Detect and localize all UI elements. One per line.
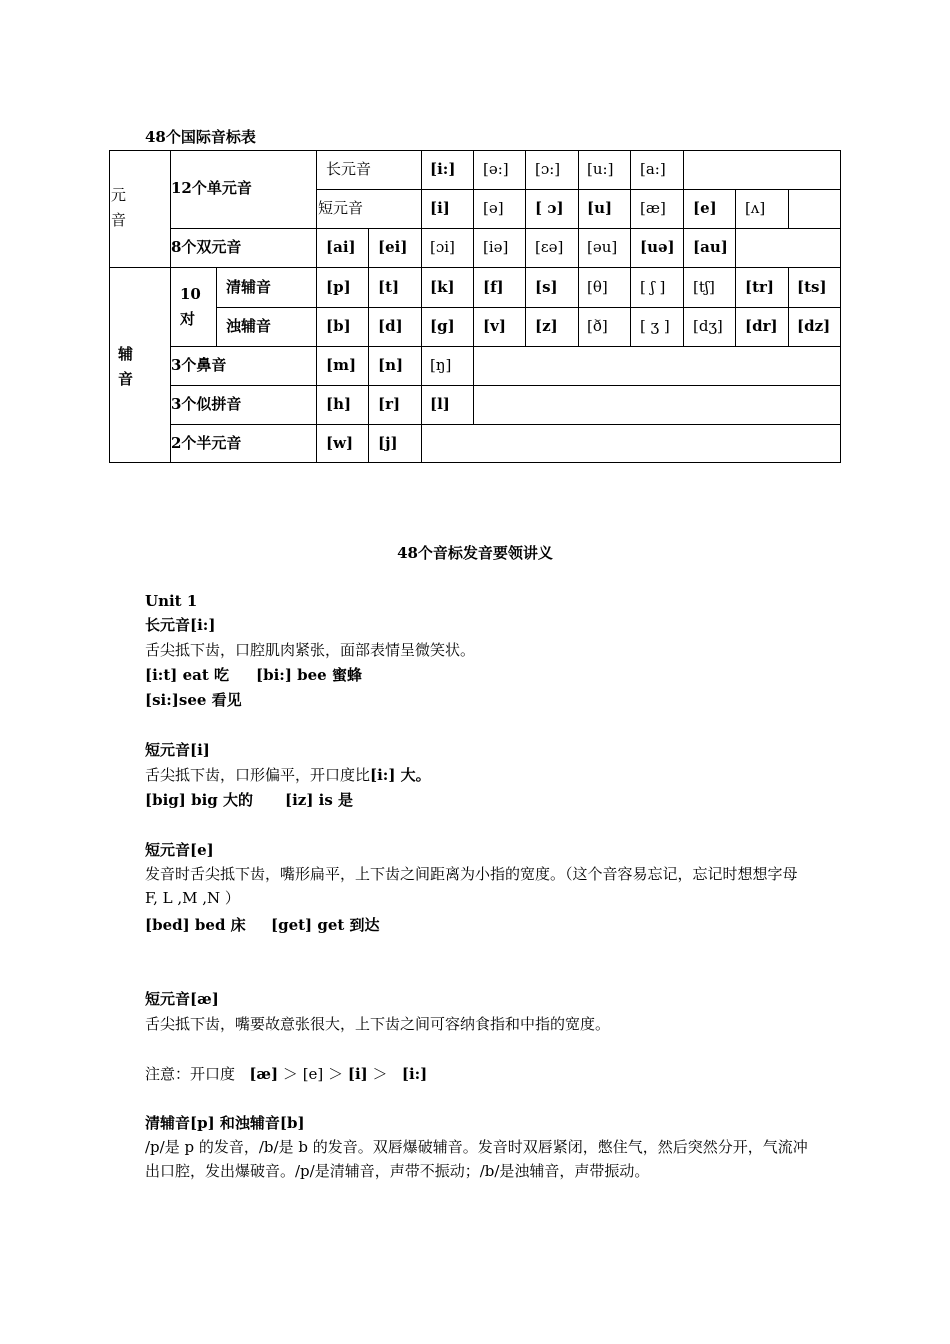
example-see: [si:]see 看见 — [145, 691, 242, 709]
pairs-label-1: 10 — [180, 285, 201, 303]
section-desc-long-i: 舌尖抵下齿，口腔肌肉紧张，面部表情呈微笑状。 — [145, 641, 476, 659]
voiceless-1: [p] — [326, 278, 351, 296]
desc-bold: [i:] 大。 — [370, 766, 431, 784]
voiceless-4: [f] — [483, 278, 504, 296]
semivowel-2: [j] — [378, 434, 398, 452]
diphthong-8: [au] — [693, 238, 728, 256]
consonant-label-1: 辅 — [118, 345, 134, 363]
voiced-2: [d] — [378, 317, 403, 335]
note-gt: ＞ — [323, 1065, 348, 1083]
voiceless-8: [tʃ] — [693, 278, 715, 296]
note-ae: [æ] — [249, 1065, 279, 1083]
liquid-3: [l] — [430, 395, 450, 413]
section-heading-p-b: 清辅音[p] 和浊辅音[b] — [145, 1114, 305, 1132]
nasal-1: [m] — [326, 356, 357, 374]
long-vowel-4: [u:] — [587, 160, 614, 178]
diphthong-4: [iə] — [483, 238, 509, 256]
short-vowel-4: [u] — [587, 199, 613, 217]
section-heading-short-e: 短元音[e] — [145, 841, 214, 859]
vowel-label-1: 元 — [111, 186, 127, 204]
voiceless-5: [s] — [535, 278, 558, 296]
note-prefix: 注意：开口度 — [145, 1065, 236, 1083]
voiced-10: [dz] — [797, 317, 831, 335]
short-vowel-1: [i] — [430, 199, 450, 217]
voiceless-label: 清辅音 — [226, 278, 272, 296]
short-vowel-7: [ʌ] — [745, 199, 766, 217]
semivowel-1: [w] — [326, 434, 354, 452]
diphthong-label: 8个双元音 — [171, 238, 242, 256]
diphthong-1: [ai] — [326, 238, 356, 256]
note-gt: ＞ — [278, 1065, 303, 1083]
diphthong-2: [ei] — [378, 238, 408, 256]
section-desc-short-i — [145, 765, 431, 785]
long-vowel-3: [ɔ:] — [535, 160, 561, 178]
example-bed: [bed] bed 床 — [145, 916, 246, 934]
example-is: [iz] is 是 — [285, 791, 353, 809]
voiced-8: [dʒ] — [693, 317, 723, 335]
long-vowel-label: 长元音 — [326, 160, 372, 178]
short-vowel-label: 短元音 — [318, 199, 364, 217]
nasal-label: 3个鼻音 — [171, 356, 227, 374]
voiced-label: 浊辅音 — [226, 317, 272, 335]
example-big: [big] big 大的 — [145, 791, 253, 809]
note-i: [i] — [347, 1065, 368, 1083]
voiceless-3: [k] — [430, 278, 455, 296]
diphthong-7: [uə] — [640, 238, 675, 256]
section-heading-long-i: 长元音[i:] — [145, 616, 216, 634]
liquid-1: [h] — [326, 395, 352, 413]
voiced-3: [g] — [430, 317, 455, 335]
nasal-2: [n] — [378, 356, 404, 374]
short-vowel-6: [e] — [693, 199, 717, 217]
voiceless-7: [ ʃ ] — [640, 278, 666, 296]
short-vowel-2: [ə] — [483, 199, 504, 217]
diphthong-6: [əu] — [587, 238, 618, 256]
diphthong-5: [ɛə] — [535, 238, 564, 256]
section-desc-p-b: /p/是 p 的发音，/b/是 b 的发音。双唇爆破辅音。发音时双唇紧闭，憋住气，然后突然分开，气流冲出口腔，发出爆破音。/p/是清辅音，声带不振动；/b/是浊辅音，声带振动。 — [145, 1138, 808, 1180]
semivowel-label: 2个半元音 — [171, 434, 242, 452]
table-title: 48个国际音标表 — [145, 128, 256, 146]
short-vowel-3: [ ɔ] — [535, 199, 564, 217]
short-vowel-5: [æ] — [640, 199, 666, 217]
note-e: [e] — [302, 1065, 324, 1083]
desc-text: 舌尖抵下齿，口形偏平，开口度比 — [145, 766, 371, 784]
section-heading-short-i: 短元音[i] — [145, 741, 210, 759]
long-vowel-2: [ə:] — [483, 160, 509, 178]
unit-heading: Unit 1 — [145, 592, 198, 610]
section-desc-short-e: 发音时舌尖抵下齿，嘴形扁平，上下齿之间距离为小指的宽度。（这个音容易忘记，忘记时想想字母 F, L ,M ,N ） — [145, 865, 798, 907]
consonant-label-2: 音 — [118, 370, 134, 388]
voiced-1: [b] — [326, 317, 351, 335]
voiced-9: [dr] — [745, 317, 778, 335]
section-heading-ae: 短元音[æ] — [145, 990, 219, 1008]
monophthong-label: 12个单元音 — [171, 179, 252, 197]
voiced-4: [v] — [483, 317, 506, 335]
note-gt: ＞ — [367, 1065, 393, 1083]
example-eat: [i:t] eat 吃 — [145, 666, 229, 684]
diphthong-3: [ɔi] — [430, 238, 455, 256]
section-desc-ae: 舌尖抵下齿，嘴要故意张很大，上下齿之间可容纳食指和中指的宽度。 — [145, 1015, 611, 1033]
note-long-i: [i:] — [401, 1065, 428, 1083]
example-bee: [bi:] bee 蜜蜂 — [256, 666, 362, 684]
handout-title: 48个音标发音要领讲义 — [397, 544, 553, 562]
voiceless-10: [ts] — [797, 278, 827, 296]
voiceless-6: [θ] — [587, 278, 608, 296]
example-get: [get] get 到达 — [271, 916, 380, 934]
voiced-7: [ ʒ ] — [640, 317, 670, 335]
nasal-3: [ŋ] — [430, 356, 452, 374]
vowel-label-2: 音 — [111, 211, 127, 229]
note-line — [145, 1064, 427, 1084]
long-vowel-1: [i:] — [430, 160, 456, 178]
voiceless-2: [t] — [378, 278, 400, 296]
voiceless-9: [tr] — [745, 278, 775, 296]
voiced-6: [ð] — [587, 317, 608, 335]
liquid-label: 3个似拼音 — [171, 395, 242, 413]
long-vowel-5: [a:] — [640, 160, 666, 178]
liquid-2: [r] — [378, 395, 401, 413]
voiced-5: [z] — [535, 317, 558, 335]
pairs-label-2: 对 — [180, 310, 196, 328]
